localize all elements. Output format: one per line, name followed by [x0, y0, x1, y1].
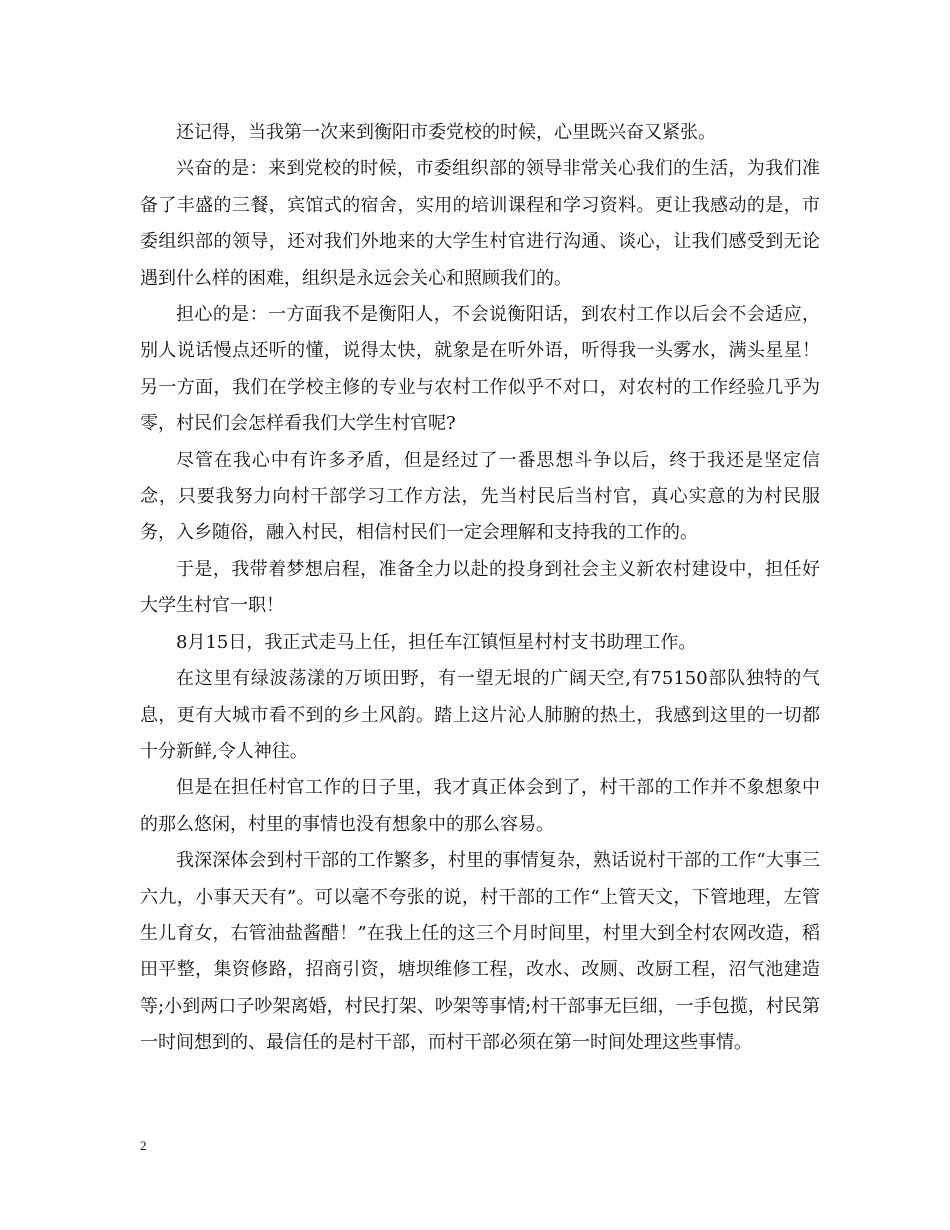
paragraph: 我深深体会到村干部的工作繁多，村里的事情复杂，熟话说村干部的工作“大事三六九，小事天天有”。可以毫不夸张的说，村干部的工作“上管天文，下管地理，左管生儿育女，右管油盐酱醋！”在我上任的这三个月时间里，村里大到全村农网改造，稻田平整，集资修路，招商引资，塘坝维修工程，改水、改厕、改厨工程，沼气池建造等;小到两口子吵架离婚，村民打架、吵架等事情;村干部事无巨细，一手包揽，村民第一时间想到的、最信任的是村干部，而村干部必须在第一时间处理这些事情。	[140, 850, 820, 1054]
document-body	[140, 115, 820, 1062]
paragraph: 担心的是：一方面我不是衡阳人，不会说衡阳话，到农村工作以后会不会适应，别人说话慢点还听的懂，说得太快，就象是在听外语，听得我一头雾水，满头星星！另一方面，我们在学校主修的专业与农村工作似乎不对口，对农村的工作经验几乎为零，村民们会怎样看我们大学生村官呢?	[140, 304, 820, 435]
paragraph: 8月15日，我正式走马上任，担任车江镇恒星村村支书助理工作。	[176, 631, 697, 653]
paragraph: 还记得，当我第一次来到衡阳市委党校的时候，心里既兴奋又紧张。	[176, 122, 716, 143]
paragraph: 兴奋的是：来到党校的时候，市委组织部的领导非常关心我们的生活，为我们准备了丰盛的三餐，宾馆式的宿舍，实用的培训课程和学习资料。更让我感动的是，市委组织部的领导，还对我们外地来的大学生村官进行沟通、谈心，让我们感受到无论遇到什么样的困难，组织是永远会关心和照顾我们的。	[140, 158, 820, 289]
paragraph: 在这里有绿波荡漾的万顷田野，有一望无垠的广阔天空,有75150部队独特的气息，更有大城市看不到的乡土风韵。踏上这片沁人肺腑的热土，我感到这里的一切都十分新鲜,令人神往。	[140, 668, 820, 762]
page-number: 2	[140, 1138, 147, 1153]
paragraph: 于是，我带着梦想启程，准备全力以赴的投身到社会主义新农村建设中，担任好大学生村官一职！	[140, 558, 820, 617]
paragraph: 尽管在我心中有许多矛盾，但是经过了一番思想斗争以后，终于我还是坚定信念，只要我努力向村干部学习工作方法，先当村民后当村官，真心实意的为村民服务，入乡随俗，融入村民，相信村民们一定会理解和支持我的工作的。	[140, 449, 820, 544]
paragraph: 但是在担任村官工作的日子里，我才真正体会到了，村干部的工作并不象想象中的那么悠闲，村里的事情也没有想象中的那么容易。	[140, 777, 820, 835]
